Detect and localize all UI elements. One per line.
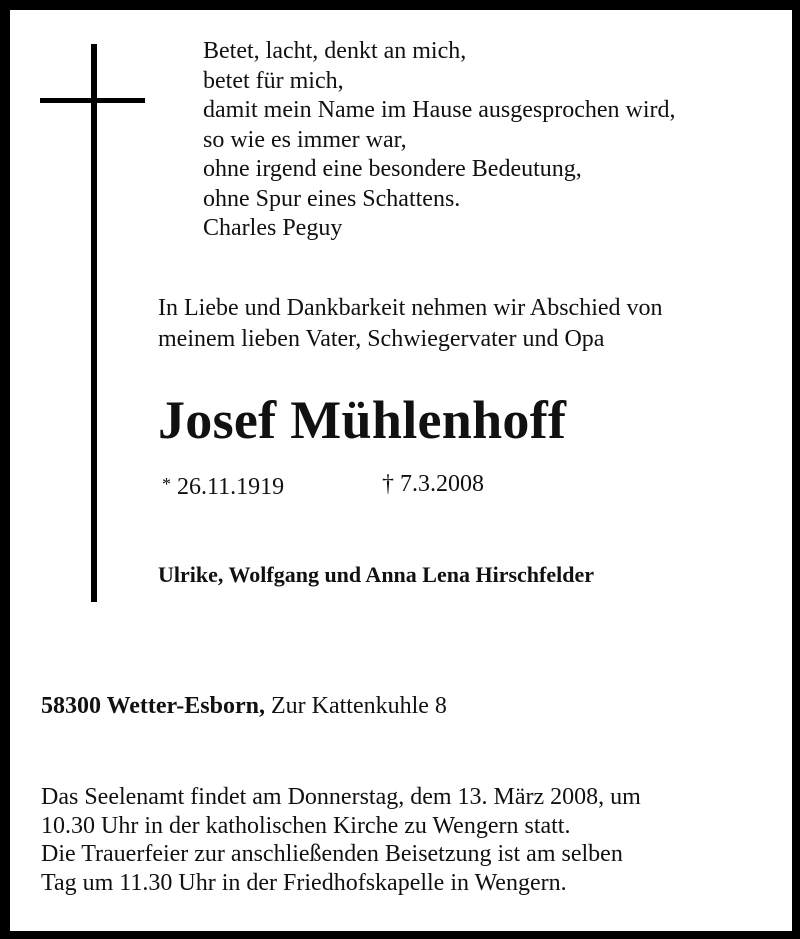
poem-line: damit mein Name im Hause ausgesprochen wird,	[203, 97, 676, 123]
poem-line: ohne irgend eine besondere Bedeutung,	[203, 156, 582, 182]
service-notice-line: Die Trauerfeier zur anschließenden Beisetzung ist am selben	[41, 841, 623, 867]
birth-date-line	[162, 469, 284, 502]
cross-vertical-bar	[91, 44, 97, 602]
service-notice-line: Tag um 11.30 Uhr in der Friedhofskapelle in Wengern.	[41, 869, 567, 896]
deceased-name: Josef Mühlenhoff	[158, 390, 567, 450]
farewell-intro-line: meinem lieben Vater, Schwiegervater und Opa	[158, 326, 605, 352]
poem-line: so wie es immer war,	[203, 126, 407, 153]
cross-horizontal-bar	[40, 98, 145, 103]
service-notice-line: 10.30 Uhr in der katholischen Kirche zu Wengern statt.	[41, 812, 571, 839]
birth-star-icon: *	[162, 474, 171, 494]
farewell-intro-line: In Liebe und Dankbarkeit nehmen wir Abschied von	[158, 295, 663, 321]
service-notice-line: Das Seelenamt findet am Donnerstag, dem 13. März 2008, um	[41, 784, 641, 810]
poem-line: ohne Spur eines Schattens.	[203, 185, 461, 212]
address	[41, 691, 447, 721]
poem-line: betet für mich,	[203, 67, 344, 94]
address-street: Zur Kattenkuhle 8	[270, 693, 447, 719]
death-cross-icon: †	[382, 471, 394, 497]
birth-date: 26.11.1919	[177, 474, 285, 500]
service-notice	[41, 783, 641, 897]
family-names: Ulrike, Wolfgang und Anna Lena Hirschfelder	[158, 562, 594, 587]
address-city: 58300 Wetter-Esborn,	[41, 693, 265, 719]
death-date: 7.3.2008	[400, 471, 484, 497]
death-date-line	[382, 469, 484, 499]
poem	[203, 37, 676, 244]
poem-line: Betet, lacht, denkt an mich,	[203, 38, 467, 64]
poem-author: Charles Peguy	[203, 215, 343, 241]
farewell-intro	[158, 293, 663, 355]
